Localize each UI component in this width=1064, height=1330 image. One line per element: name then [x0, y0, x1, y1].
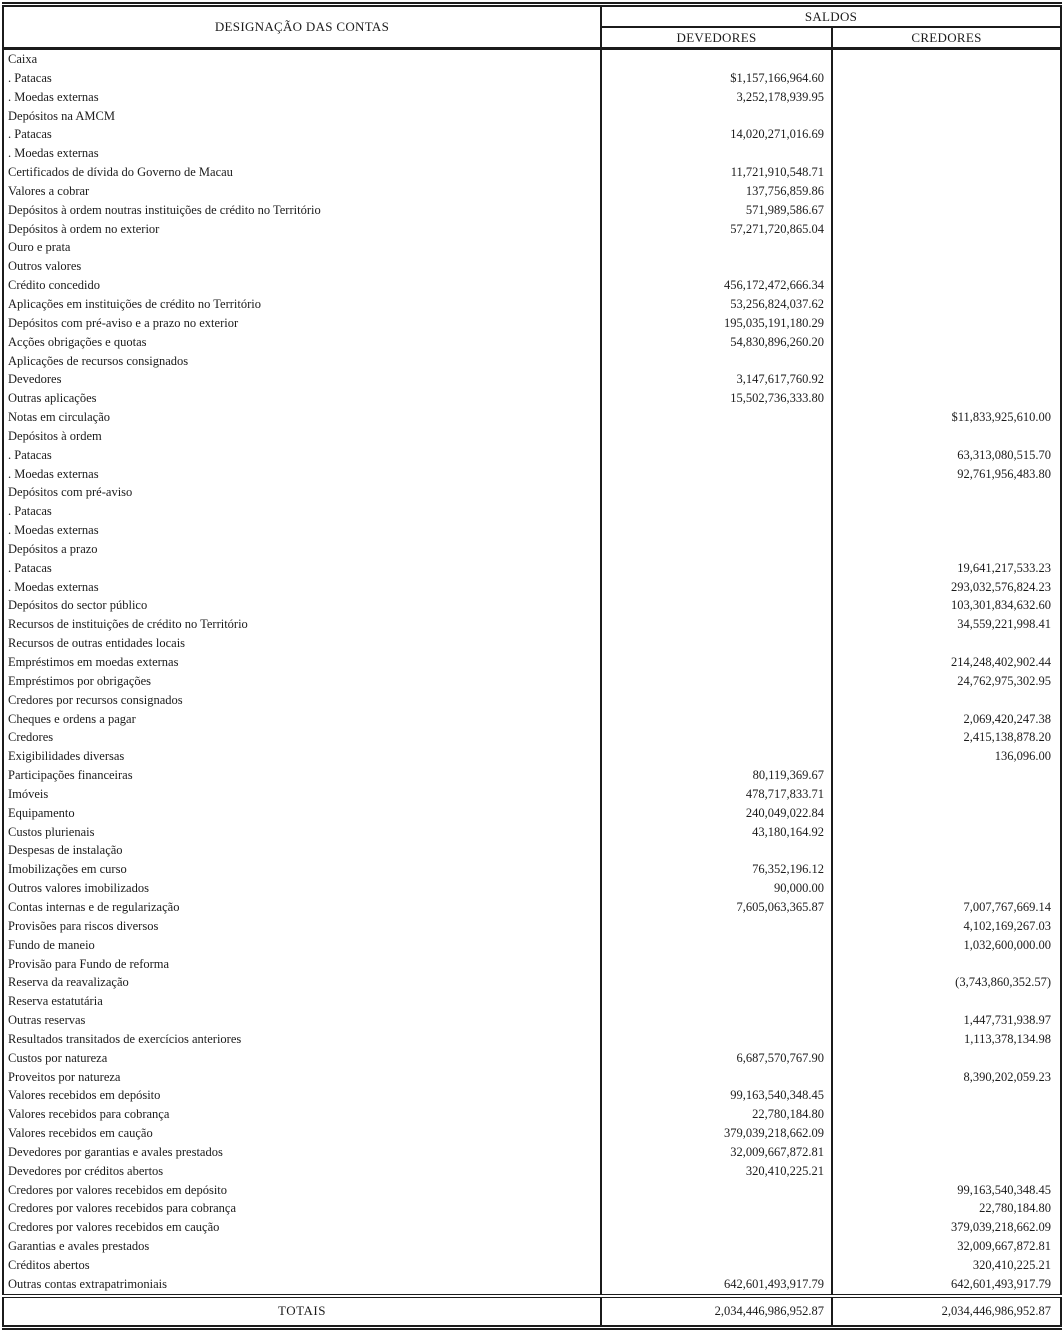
- credores-value: [832, 766, 1061, 785]
- credores-value: [832, 201, 1061, 220]
- credores-value: 642,601,493,917.79: [951, 1276, 1051, 1291]
- column-header-credores: CREDORES: [832, 27, 1061, 49]
- devedores-value: 32,009,667,872.81: [601, 1143, 832, 1162]
- credores-value: [832, 333, 1061, 352]
- credores-value: [832, 521, 1061, 540]
- credores-value: [832, 841, 1061, 860]
- devedores-value: 90,000.00: [601, 879, 832, 898]
- credores-value: [832, 314, 1061, 333]
- devedores-value: 54,830,896,260.20: [601, 333, 832, 352]
- devedores-value: [601, 710, 832, 729]
- account-label: Equipamento: [3, 804, 601, 823]
- credores-value: [832, 295, 1061, 314]
- account-label: Depósitos à ordem no exterior: [3, 220, 601, 239]
- devedores-value: 11,721,910,548.71: [601, 163, 832, 182]
- devedores-value: [601, 107, 832, 126]
- devedores-value: [601, 540, 832, 559]
- table-row: [3, 1068, 1061, 1087]
- account-label: Aplicações de recursos consignados: [3, 352, 601, 371]
- table-row: [3, 841, 1061, 860]
- table-row: [3, 465, 1061, 484]
- table-row: [3, 936, 1061, 955]
- account-label: Despesas de instalação: [3, 841, 601, 860]
- account-label: . Patacas: [3, 559, 601, 578]
- account-label: Devedores: [3, 370, 601, 389]
- credores-value: [832, 785, 1061, 804]
- account-label: Recursos de outras entidades locais: [3, 634, 601, 653]
- account-label: Devedores por créditos abertos: [3, 1162, 601, 1181]
- credores-value: 293,032,576,824.23: [951, 579, 1051, 594]
- account-label: Imobilizações em curso: [3, 860, 601, 879]
- account-label: . Moedas externas: [3, 578, 601, 597]
- devedores-value: 6,687,570,767.90: [601, 1049, 832, 1068]
- account-label: Empréstimos em moedas externas: [3, 653, 601, 672]
- credores-value: [832, 370, 1061, 389]
- account-label: Fundo de maneio: [3, 936, 601, 955]
- table-row: [3, 521, 1061, 540]
- credores-value: [832, 144, 1061, 163]
- table-row: [3, 1275, 1061, 1296]
- credores-value: [832, 691, 1061, 710]
- account-label: Ouro e prata: [3, 238, 601, 257]
- table-row: [3, 1181, 1061, 1200]
- devedores-value: [601, 1256, 832, 1275]
- account-label: Reserva estatutária: [3, 992, 601, 1011]
- credores-value: [832, 220, 1061, 239]
- account-label: Valores recebidos em caução: [3, 1124, 601, 1143]
- table-row: [3, 201, 1061, 220]
- credores-value: 8,390,202,059.23: [963, 1069, 1051, 1084]
- table-row: [3, 992, 1061, 1011]
- devedores-value: [601, 502, 832, 521]
- devedores-value: [601, 352, 832, 371]
- table-row: [3, 88, 1061, 107]
- account-label: . Moedas externas: [3, 144, 601, 163]
- table-row: [3, 1162, 1061, 1181]
- table-row: [3, 898, 1061, 917]
- devedores-value: [601, 596, 832, 615]
- account-label: . Moedas externas: [3, 88, 601, 107]
- credores-value: $11,833,925,610.00: [951, 410, 1051, 425]
- account-label: . Patacas: [3, 69, 601, 88]
- table-row: [3, 163, 1061, 182]
- account-label: Credores: [3, 728, 601, 747]
- totals-credores-value: 2,034,446,986,952.87: [832, 1296, 1061, 1328]
- devedores-value: 14,020,271,016.69: [601, 125, 832, 144]
- devedores-value: 99,163,540,348.45: [601, 1086, 832, 1105]
- devedores-value: [601, 992, 832, 1011]
- account-label: Outros valores: [3, 257, 601, 276]
- table-row: [3, 49, 1061, 69]
- table-body: [3, 49, 1061, 1296]
- devedores-value: [601, 144, 832, 163]
- account-label: Devedores por garantias e avales prestados: [3, 1143, 601, 1162]
- credores-value: [832, 483, 1061, 502]
- table-row: [3, 257, 1061, 276]
- credores-value: [832, 182, 1061, 201]
- account-label: Acções obrigações e quotas: [3, 333, 601, 352]
- table-row: [3, 615, 1061, 634]
- devedores-value: [601, 465, 832, 484]
- table-row: [3, 1049, 1061, 1068]
- credores-value: [832, 1162, 1061, 1181]
- devedores-value: [601, 973, 832, 992]
- devedores-value: [601, 917, 832, 936]
- devedores-value: 53,256,824,037.62: [601, 295, 832, 314]
- devedores-value: [601, 1199, 832, 1218]
- totals-devedores-value: 2,034,446,986,952.87: [601, 1296, 832, 1328]
- account-label: Credores por valores recebidos para cobrança: [3, 1199, 601, 1218]
- credores-value: [832, 88, 1061, 107]
- account-label: Participações financeiras: [3, 766, 601, 785]
- table-row: [3, 1011, 1061, 1030]
- credores-value: [832, 634, 1061, 653]
- table-row: [3, 860, 1061, 879]
- account-label: Crédito concedido: [3, 276, 601, 295]
- account-label: Garantias e avales prestados: [3, 1237, 601, 1256]
- credores-value: [832, 1105, 1061, 1124]
- account-label: Caixa: [3, 49, 601, 69]
- credores-value: 19,641,217,533.23: [957, 560, 1051, 575]
- table-row: [3, 483, 1061, 502]
- devedores-value: [601, 483, 832, 502]
- devedores-value: 195,035,191,180.29: [601, 314, 832, 333]
- credores-value: [832, 955, 1061, 974]
- devedores-value: 379,039,218,662.09: [601, 1124, 832, 1143]
- table-row: [3, 540, 1061, 559]
- devedores-value: [601, 747, 832, 766]
- devedores-value: [601, 238, 832, 257]
- credores-value: [832, 823, 1061, 842]
- account-label: Depósitos do sector público: [3, 596, 601, 615]
- devedores-value: [601, 1030, 832, 1049]
- credores-value: [832, 163, 1061, 182]
- devedores-value: [601, 1011, 832, 1030]
- account-label: Reserva da reavalização: [3, 973, 601, 992]
- table-row: [3, 352, 1061, 371]
- devedores-value: 478,717,833.71: [601, 785, 832, 804]
- account-label: Depósitos com pré-aviso e a prazo no exterior: [3, 314, 601, 333]
- credores-value: 22,780,184.80: [979, 1201, 1051, 1216]
- account-label: Depósitos à ordem: [3, 427, 601, 446]
- account-label: Depósitos com pré-aviso: [3, 483, 601, 502]
- devedores-value: 3,252,178,939.95: [601, 88, 832, 107]
- devedores-value: [601, 559, 832, 578]
- credores-value: 1,032,600,000.00: [963, 937, 1051, 952]
- column-header-saldos: SALDOS: [601, 5, 1061, 28]
- table-row: [3, 804, 1061, 823]
- devedores-value: [601, 1237, 832, 1256]
- table-row: [3, 446, 1061, 465]
- devedores-value: 240,049,022.84: [601, 804, 832, 823]
- credores-value: [832, 1143, 1061, 1162]
- credores-value: 214,248,402,902.44: [951, 655, 1051, 669]
- credores-value: [832, 389, 1061, 408]
- table-row: [3, 728, 1061, 747]
- account-label: . Moedas externas: [3, 465, 601, 484]
- account-label: Outros valores imobilizados: [3, 879, 601, 898]
- account-label: Depósitos a prazo: [3, 540, 601, 559]
- table-row: [3, 1105, 1061, 1124]
- devedores-value: [601, 955, 832, 974]
- credores-value: [832, 879, 1061, 898]
- devedores-value: $1,157,166,964.60: [601, 69, 832, 88]
- devedores-value: [601, 1181, 832, 1200]
- account-label: Valores recebidos em depósito: [3, 1086, 601, 1105]
- devedores-value: 642,601,493,917.79: [601, 1275, 832, 1296]
- credores-value: [832, 276, 1061, 295]
- devedores-value: [601, 653, 832, 672]
- table-row: [3, 710, 1061, 729]
- table-row: [3, 314, 1061, 333]
- table-row: [3, 1237, 1061, 1256]
- credores-value: 4,102,169,267.03: [963, 918, 1051, 933]
- account-label: Outras contas extrapatrimoniais: [3, 1275, 601, 1296]
- devedores-value: 571,989,586.67: [601, 201, 832, 220]
- account-label: Empréstimos por obrigações: [3, 672, 601, 691]
- credores-value: [832, 804, 1061, 823]
- credores-value: [832, 860, 1061, 879]
- devedores-value: 57,271,720,865.04: [601, 220, 832, 239]
- devedores-value: [601, 936, 832, 955]
- credores-value: [832, 1124, 1061, 1143]
- table-row: [3, 1124, 1061, 1143]
- credores-value: 92,761,956,483.80: [957, 466, 1051, 481]
- account-label: Valores recebidos para cobrança: [3, 1105, 601, 1124]
- account-label: Contas internas e de regularização: [3, 898, 601, 917]
- table-row: [3, 69, 1061, 88]
- table-row: [3, 107, 1061, 126]
- devedores-value: [601, 691, 832, 710]
- account-label: . Patacas: [3, 502, 601, 521]
- account-label: . Moedas externas: [3, 521, 601, 540]
- account-label: Credores por recursos consignados: [3, 691, 601, 710]
- account-label: Certificados de dívida do Governo de Macau: [3, 163, 601, 182]
- table-row: [3, 389, 1061, 408]
- devedores-value: [601, 841, 832, 860]
- table-row: [3, 333, 1061, 352]
- devedores-value: 137,756,859.86: [601, 182, 832, 201]
- table-row: [3, 1086, 1061, 1105]
- devedores-value: [601, 257, 832, 276]
- account-label: Cheques e ordens a pagar: [3, 710, 601, 729]
- credores-value: 379,039,218,662.09: [951, 1220, 1051, 1235]
- account-label: Aplicações em instituições de crédito no Território: [3, 295, 601, 314]
- table-row: [3, 276, 1061, 295]
- credores-value: 1,447,731,938.97: [963, 1013, 1051, 1028]
- table-row: [3, 1199, 1061, 1218]
- accounts-table: [2, 2, 1062, 1330]
- devedores-value: [601, 672, 832, 691]
- account-label: Imóveis: [3, 785, 601, 804]
- credores-value: [832, 257, 1061, 276]
- table-row: [3, 182, 1061, 201]
- totals-row: [3, 1296, 1061, 1328]
- table-row: [3, 955, 1061, 974]
- credores-value: 2,069,420,247.38: [963, 711, 1051, 726]
- devedores-value: 7,605,063,365.87: [601, 898, 832, 917]
- table-row: [3, 408, 1061, 427]
- table-row: [3, 747, 1061, 766]
- credores-value: 320,410,225.21: [972, 1258, 1051, 1272]
- devedores-value: [601, 634, 832, 653]
- credores-value: 103,301,834,632.60: [951, 598, 1051, 613]
- table-row: [3, 879, 1061, 898]
- credores-value: [832, 540, 1061, 559]
- table-row: [3, 1030, 1061, 1049]
- account-label: Credores por valores recebidos em caução: [3, 1218, 601, 1237]
- account-label: Depósitos na AMCM: [3, 107, 601, 126]
- account-label: Depósitos à ordem noutras instituições de crédito no Território: [3, 201, 601, 220]
- table-row: [3, 766, 1061, 785]
- account-label: Credores por valores recebidos em depósito: [3, 1181, 601, 1200]
- credores-value: [832, 49, 1061, 69]
- account-label: Recursos de instituições de crédito no Território: [3, 615, 601, 634]
- credores-value: [832, 1086, 1061, 1105]
- devedores-value: [601, 446, 832, 465]
- devedores-value: [601, 408, 832, 427]
- table-row: [3, 238, 1061, 257]
- table-row: [3, 559, 1061, 578]
- credores-value: 34,559,221,998.41: [957, 617, 1051, 632]
- table-row: [3, 634, 1061, 653]
- credores-value: [832, 125, 1061, 144]
- table-row: [3, 370, 1061, 389]
- devedores-value: 76,352,196.12: [601, 860, 832, 879]
- table-row: [3, 578, 1061, 597]
- devedores-value: [601, 578, 832, 597]
- credores-value: 32,009,667,872.81: [957, 1239, 1051, 1254]
- account-label: Notas em circulação: [3, 408, 601, 427]
- credores-value: [832, 238, 1061, 257]
- devedores-value: [601, 49, 832, 69]
- devedores-value: [601, 521, 832, 540]
- devedores-value: [601, 615, 832, 634]
- table-row: [3, 1143, 1061, 1162]
- table-row: [3, 691, 1061, 710]
- account-label: Exigibilidades diversas: [3, 747, 601, 766]
- devedores-value: [601, 1068, 832, 1087]
- account-label: Proveitos por natureza: [3, 1068, 601, 1087]
- credores-value: [832, 502, 1061, 521]
- table-row: [3, 596, 1061, 615]
- devedores-value: [601, 427, 832, 446]
- credores-value: 7,007,767,669.14: [963, 899, 1051, 914]
- account-label: Custos plurienais: [3, 823, 601, 842]
- devedores-value: 22,780,184.80: [601, 1105, 832, 1124]
- credores-value: [832, 1049, 1061, 1068]
- credores-value: [832, 69, 1061, 88]
- table-row: [3, 917, 1061, 936]
- table-footer: [3, 1296, 1061, 1328]
- credores-value: [832, 427, 1061, 446]
- table-row: [3, 1218, 1061, 1237]
- credores-value: 63,313,080,515.70: [957, 447, 1051, 462]
- table-header: [3, 5, 1061, 49]
- table-row: [3, 823, 1061, 842]
- credores-value: 2,415,138,878.20: [963, 730, 1051, 745]
- account-label: Resultados transitados de exercícios anteriores: [3, 1030, 601, 1049]
- credores-value: [832, 352, 1061, 371]
- table-row: [3, 785, 1061, 804]
- credores-value: 24,762,975,302.95: [957, 673, 1051, 688]
- devedores-value: 320,410,225.21: [601, 1162, 832, 1181]
- credores-value: 1,113,378,134.98: [963, 1031, 1051, 1046]
- devedores-value: 15,502,736,333.80: [601, 389, 832, 408]
- column-header-devedores: DEVEDORES: [601, 27, 832, 49]
- balance-sheet-page: [2, 0, 1062, 1330]
- credores-value: [832, 107, 1061, 126]
- table-row: [3, 220, 1061, 239]
- devedores-value: [601, 1218, 832, 1237]
- account-label: Provisões para riscos diversos: [3, 917, 601, 936]
- account-label: . Patacas: [3, 125, 601, 144]
- account-label: Valores a cobrar: [3, 182, 601, 201]
- account-label: . Patacas: [3, 446, 601, 465]
- credores-value: 99,163,540,348.45: [957, 1182, 1051, 1197]
- table-row: [3, 973, 1061, 992]
- column-header-designacao-das-contas: DESIGNAÇÃO DAS CONTAS: [3, 5, 601, 49]
- devedores-value: 80,119,369.67: [601, 766, 832, 785]
- credores-value: 136,096.00: [994, 749, 1051, 764]
- account-label: Outras reservas: [3, 1011, 601, 1030]
- devedores-value: 43,180,164.92: [601, 823, 832, 842]
- table-row: [3, 125, 1061, 144]
- table-row: [3, 653, 1061, 672]
- totals-label: TOTAIS: [3, 1296, 601, 1328]
- account-label: Custos por natureza: [3, 1049, 601, 1068]
- account-label: Outras aplicações: [3, 389, 601, 408]
- table-row: [3, 502, 1061, 521]
- table-row: [3, 427, 1061, 446]
- devedores-value: 3,147,617,760.92: [601, 370, 832, 389]
- credores-value: (3,743,860,352.57): [955, 975, 1051, 990]
- credores-value: [832, 992, 1061, 1011]
- table-row: [3, 144, 1061, 163]
- table-row: [3, 672, 1061, 691]
- account-label: Provisão para Fundo de reforma: [3, 955, 601, 974]
- account-label: Créditos abertos: [3, 1256, 601, 1275]
- table-row: [3, 295, 1061, 314]
- devedores-value: 456,172,472,666.34: [601, 276, 832, 295]
- devedores-value: [601, 728, 832, 747]
- table-row: [3, 1256, 1061, 1275]
